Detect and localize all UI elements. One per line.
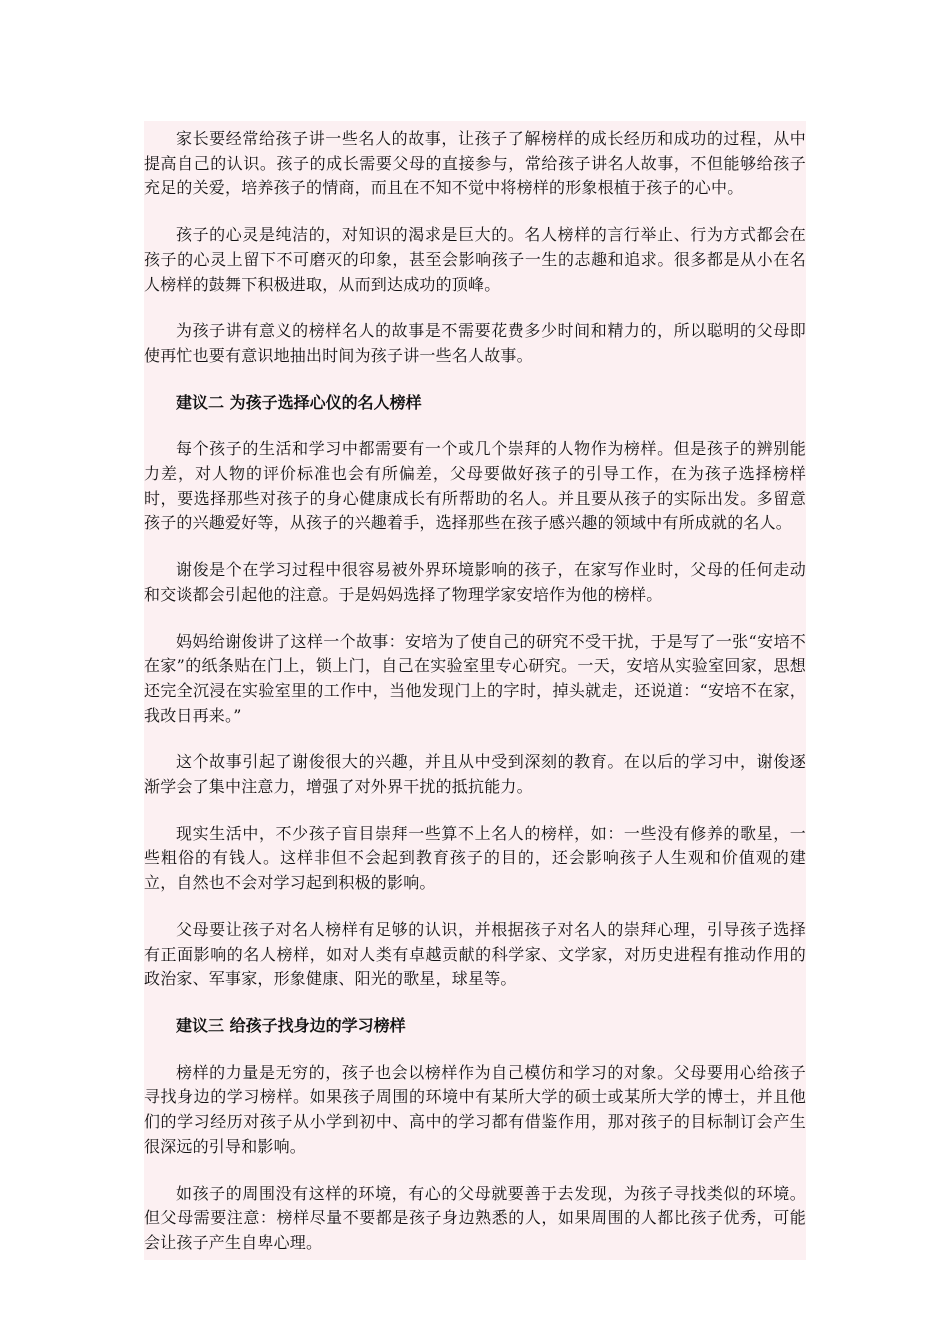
section-heading-suggestion-3: 建议三 给孩子找身边的学习榜样 [176,1015,406,1035]
paragraph-8: 现实生活中，不少孩子盲目崇拜一些算不上名人的榜样，如：一些没有修养的歌星，一些粗俗的有钱人。这样非但不会起到教育孩子的目的，还会影响孩子人生观和价值观的建立，自然也不会对学习起到积极的影响。 [144,823,806,893]
section-heading-suggestion-2: 建议二 为孩子选择心仪的名人榜样 [176,392,422,412]
paragraph-11: 如孩子的周围没有这样的环境，有心的父母就要善于去发现，为孩子寻找类似的环境。但父母需要注意：榜样尽量不要都是孩子身边熟悉的人，如果周围的人都比孩子优秀，可能会让孩子产生自卑心理。 [144,1183,806,1252]
paragraph-7: 这个故事引起了谢俊很大的兴趣，并且从中受到深刻的教育。在以后的学习中，谢俊逐渐学会了集中注意力，增强了对外界干扰的抵抗能力。 [144,752,806,797]
paragraph-9: 父母要让孩子对名人榜样有足够的认识，并根据孩子对名人的崇拜心理，引导孩子选择有正面影响的名人榜样，如对人类有卓越贡献的科学家、文学家，对历史进程有推动作用的政治家、军事家，形象健康、阳光的歌星，球星等。 [144,919,806,989]
article-body [144,121,806,1260]
paragraph-6: 妈妈给谢俊讲了这样一个故事：安培为了使自己的研究不受干扰，于是写了一张“安培不在家”的纸条贴在门上，锁上门，自己在实验室里专心研究。一天，安培从实验室回家，思想还完全沉浸在实验室里的工作中，当他发现门上的字时，掉头就走，还说道：“安培不在家，我改日再来。” [144,631,806,725]
paragraph-2: 孩子的心灵是纯洁的，对知识的渴求是巨大的。名人榜样的言行举止、行为方式都会在孩子的心灵上留下不可磨灭的印象，甚至会影响孩子一生的志趣和追求。很多都是从小在名人榜样的鼓舞下积极进取，从而到达成功的顶峰。 [144,225,806,294]
paragraph-5: 谢俊是个在学习过程中很容易被外界环境影响的孩子，在家写作业时，父母的任何走动和交谈都会引起他的注意。于是妈妈选择了物理学家安培作为他的榜样。 [144,560,806,604]
paragraph-10: 榜样的力量是无穷的，孩子也会以榜样作为自己模仿和学习的对象。父母要用心给孩子寻找身边的学习榜样。如果孩子周围的环境中有某所大学的硕士或某所大学的博士，并且他们的学习经历对孩子从小学到初中、高中的学习都有借鉴作用，那对孩子的目标制订会产生很深远的引导和影响。 [144,1062,806,1156]
paragraph-4: 每个孩子的生活和学习中都需要有一个或几个崇拜的人物作为榜样。但是孩子的辨别能力差，对人物的评价标准也会有所偏差，父母要做好孩子的引导工作，在为孩子选择榜样时，要选择那些对孩子的身心健康成长有所帮助的名人。并且要从孩子的实际出发。多留意孩子的兴趣爱好等，从孩子的兴趣着手，选择那些在孩子感兴趣的领域中有所成就的名人。 [144,439,806,533]
paragraph-3: 为孩子讲有意义的榜样名人的故事是不需要花费多少时间和精力的，所以聪明的父母即使再忙也要有意识地抽出时间为孩子讲一些名人故事。 [144,321,806,365]
paragraph-1: 家长要经常给孩子讲一些名人的故事，让孩子了解榜样的成长经历和成功的过程，从中提高自己的认识。孩子的成长需要父母的直接参与，常给孩子讲名人故事，不但能够给孩子充足的关爱，培养孩子的情商，而且在不知不觉中将榜样的形象根植于孩子的心中。 [144,129,806,198]
